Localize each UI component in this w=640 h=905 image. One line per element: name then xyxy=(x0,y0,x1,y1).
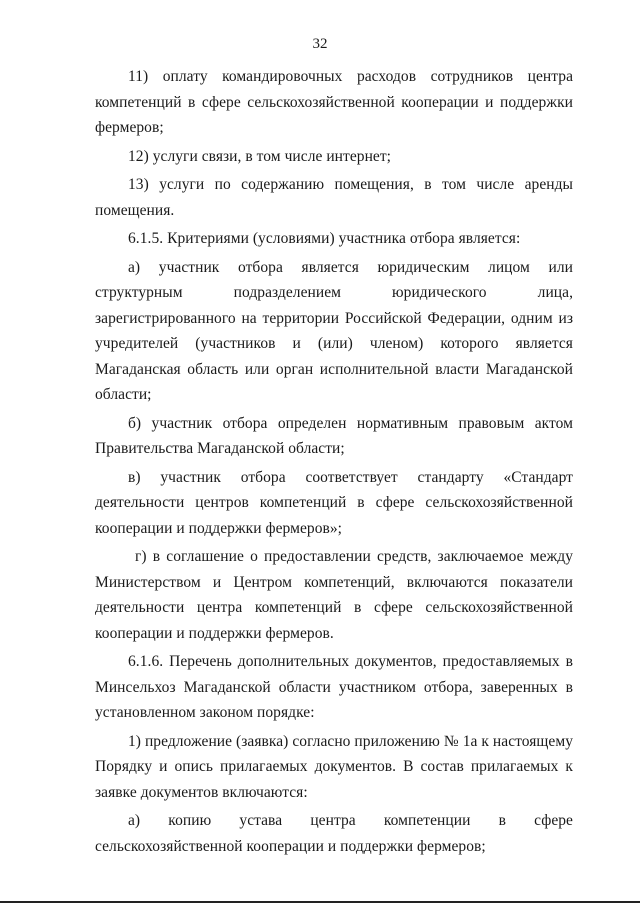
document-body xyxy=(95,64,573,862)
paragraph-item-11: 11) оплату командировочных расходов сотрудников центра компетенций в сфере сельскохозяйственной кооперации и поддержки фермеров; xyxy=(95,68,573,136)
paragraph-item-13: 13) услуги по содержанию помещения, в том числе аренды помещения. xyxy=(95,176,573,219)
paragraph-criterion-a: а) участник отбора является юридическим лицом или структурным подразделением юридического лица, зарегистрированного на территории Российской Федерации, одним из учредителей (участников и (или) членом) которого является Магаданская область или орган исполнительной власти Магаданской области; xyxy=(95,258,573,403)
paragraph-criterion-g: г) в соглашение о предоставлении средств, заключаемое между Министерством и Центром компетенций, включаются показатели деятельности центра компетенций в сфере сельскохозяйственной кооперации и поддержки фермеров. xyxy=(95,548,573,642)
paragraph-criterion-v: в) участник отбора соответствует стандарту «Стандарт деятельности центров компетенций в сфере сельскохозяйственной кооперации и поддержки фермеров»; xyxy=(95,468,573,537)
paragraph-criterion-b: б) участник отбора определен нормативным правовым актом Правительства Магаданской области; xyxy=(95,414,573,457)
paragraph-document-a: а) копию устава центра компетенции в сфере сельскохозяйственной кооперации и поддержки фермеров; xyxy=(95,812,573,855)
paragraph-item-12: 12) услуги связи, в том числе интернет; xyxy=(128,147,392,165)
paragraph-section-6-1-5: 6.1.5. Критериями (условиями) участника отбора является: xyxy=(128,230,521,247)
page-bottom-border xyxy=(0,901,640,903)
paragraph-document-1: 1) предложение (заявка) согласно приложению № 1а к настоящему Порядку и опись прилагаемых документов. В состав прилагаемых к заявке документов включаются: xyxy=(95,732,573,801)
paragraph-section-6-1-6: 6.1.6. Перечень дополнительных документов, предоставляемых в Минсельхоз Магаданской области участником отбора, заверенных в установленном законом порядке: xyxy=(95,653,573,721)
page-number: 32 xyxy=(312,36,328,52)
